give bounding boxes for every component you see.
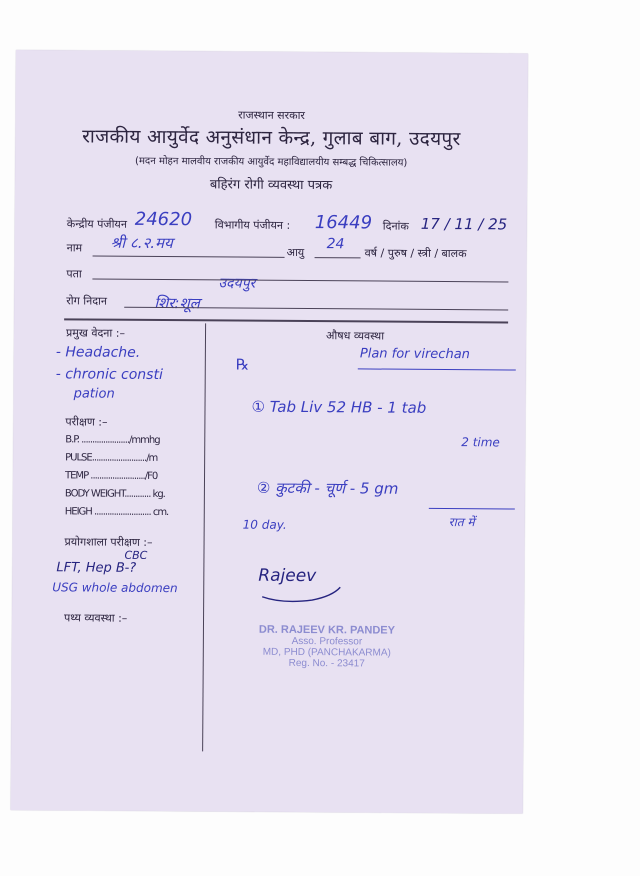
diagnosis-label: रोग निदान — [66, 294, 108, 308]
gender-options: वर्ष / पुरुष / स्त्री / बालक — [364, 246, 467, 261]
complaints-heading: प्रमुख वेदना :– — [65, 326, 126, 340]
pulse-field: PULSE........................./m — [65, 452, 158, 464]
temp-field: TEMP ........................./F0 — [64, 470, 158, 482]
doctor-stamp — [241, 624, 412, 705]
stamp-name: DR. RAJEEV KR. PANDEY — [258, 623, 396, 637]
government-label: राजस्थान सरकार — [238, 108, 305, 123]
stamp-title: Asso. Professor — [291, 635, 363, 648]
complaint-item: - chronic consti — [55, 366, 163, 384]
medicine-item-2-frequency: रात में — [448, 515, 475, 530]
affiliation-note: (मदन मोहन मालवीय राजकीय आयुर्वेद महाविद्यालयीय सम्बद्ध चिकित्सालय) — [135, 155, 408, 169]
institute-name: राजकीय आयुर्वेद अनुसंधान केन्द्र, गुलाब बाग, उदयपुर — [82, 125, 461, 151]
age-label: आयु — [286, 245, 305, 260]
dept-registration-value: 16449 — [314, 212, 373, 234]
stamp-reg: Reg. No. - 23417 — [288, 657, 365, 670]
address-value: उदयपुर — [218, 275, 256, 292]
lab-cbc: CBC — [124, 548, 148, 562]
medicine-item-1: ① Tab Liv 52 HB - 1 tab — [251, 397, 427, 417]
stamp-degree: MD, PHD (PANCHAKARMA) — [262, 646, 391, 659]
weight-field: BODY WEIGHT............ kg. — [64, 488, 165, 501]
medicine-item-1-frequency: 2 time — [461, 435, 500, 450]
lab-line-1: LFT, Hep B-? — [56, 560, 137, 576]
treatment-plan: Plan for virechan — [359, 346, 470, 363]
medicine-item-2: ② कुटकी - चूर्ण - 5 gm — [256, 478, 399, 498]
name-value: श्री ८.२.मय — [110, 233, 173, 253]
age-value: 24 — [326, 236, 345, 253]
dept-registration-label: विभागीय पंजीयन : — [214, 218, 291, 232]
bp-field: B.P. ....................../mmhg — [65, 434, 160, 447]
complaint-item: - Headache. — [55, 344, 141, 361]
form-title: बहिरंग रोगी व्यवस्था पत्रक — [209, 177, 333, 194]
treatment-duration: 10 day. — [242, 517, 287, 532]
complaint-item: pation — [73, 386, 115, 402]
date-label: दिनांक — [382, 219, 409, 233]
treatment-heading: औषध व्यवस्था — [325, 329, 385, 343]
lab-line-2: USG whole abdomen — [52, 580, 178, 596]
diagnosis-value: शिर:शूल — [154, 293, 200, 313]
central-registration-value: 24620 — [134, 208, 193, 231]
examination-heading: परीक्षण :– — [65, 415, 108, 429]
address-label: पता — [66, 267, 82, 281]
name-label: नाम — [66, 241, 83, 255]
rx-symbol: ℞ — [235, 355, 250, 374]
height-field: HEIGH .......................... cm. — [64, 506, 169, 519]
diet-heading: पथ्य व्यवस्था :– — [63, 611, 128, 625]
doctor-signature: Rajeev — [258, 565, 317, 587]
date-value: 17 / 11 / 25 — [420, 214, 508, 234]
central-registration-label: केन्द्रीय पंजीयन — [66, 217, 128, 231]
lab-heading: प्रयोगशाला परीक्षण :– — [64, 535, 153, 549]
opd-prescription-sheet — [11, 50, 528, 814]
